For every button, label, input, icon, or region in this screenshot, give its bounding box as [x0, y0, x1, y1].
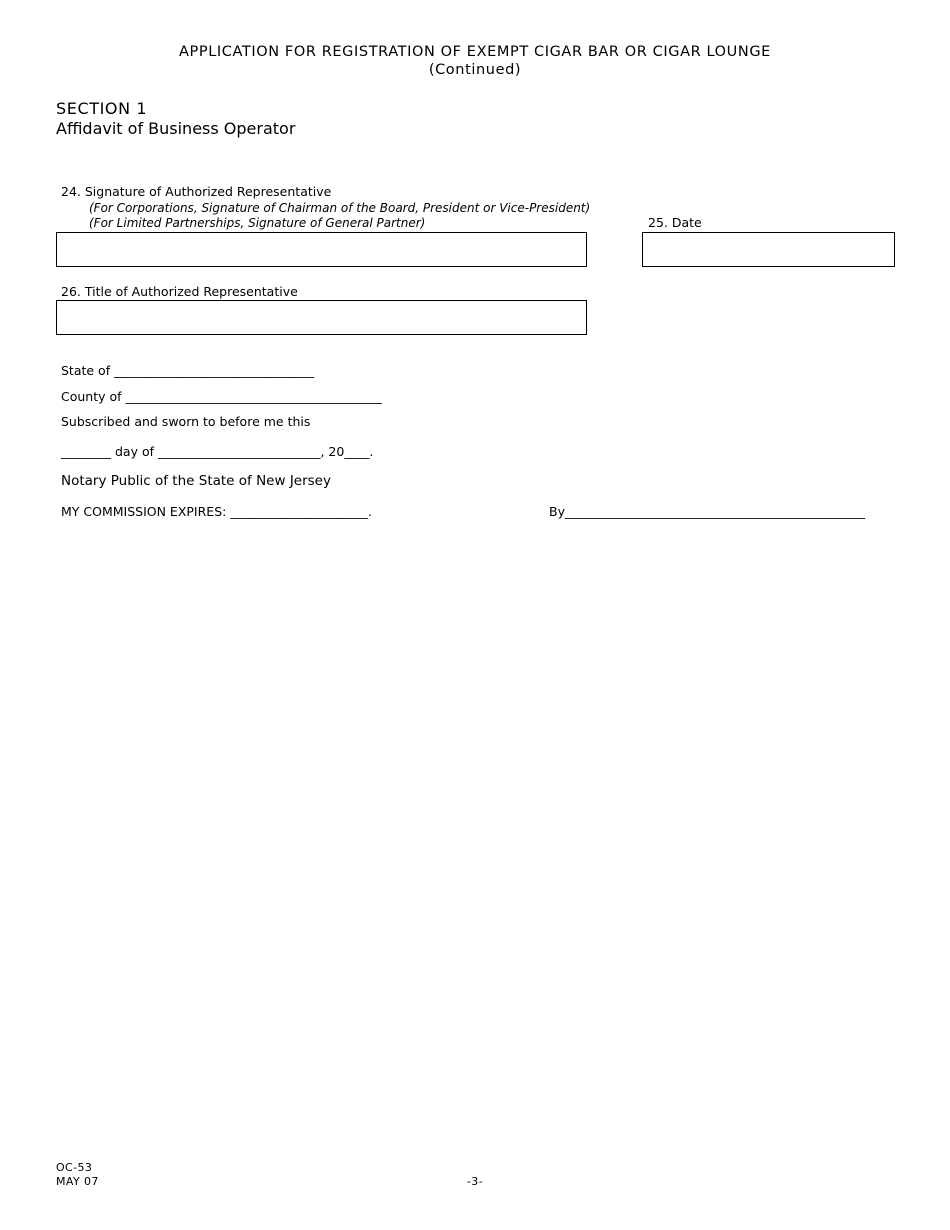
notary-public-text: Notary Public of the State of New Jersey	[61, 473, 331, 489]
subscribed-sworn-text: Subscribed and sworn to before me this	[61, 414, 311, 429]
commission-expires-line: MY COMMISSION EXPIRES: ______________________.	[61, 504, 372, 519]
title-field[interactable]	[56, 300, 587, 335]
county-of-line: County of _________________________________________	[61, 389, 382, 404]
title-label: 26. Title of Authorized Representative	[61, 284, 298, 299]
signature-field[interactable]	[56, 232, 587, 267]
signature-note-corporations: (For Corporations, Signature of Chairman of the Board, President or Vice-President)	[89, 201, 591, 215]
form-subtitle: (Continued)	[428, 62, 522, 78]
state-of-line: State of ________________________________	[61, 363, 315, 378]
date-field[interactable]	[642, 232, 895, 267]
form-title: APPLICATION FOR REGISTRATION OF EXEMPT CIGAR BAR OR CIGAR LOUNGE	[179, 44, 771, 60]
section-label: SECTION 1	[56, 99, 148, 118]
section-title: Affidavit of Business Operator	[56, 119, 296, 138]
date-label: 25. Date	[648, 215, 702, 230]
signature-label: 24. Signature of Authorized Representative	[61, 184, 332, 199]
signature-note-partnerships: (For Limited Partnerships, Signature of General Partner)	[89, 216, 426, 230]
form-code: OC-53	[56, 1161, 93, 1174]
day-of-line: ________ day of __________________________, 20____.	[61, 444, 374, 459]
by-signature-line: By________________________________________________	[549, 504, 865, 519]
form-date: MAY 07	[56, 1175, 99, 1188]
page-number: -3-	[466, 1175, 484, 1188]
